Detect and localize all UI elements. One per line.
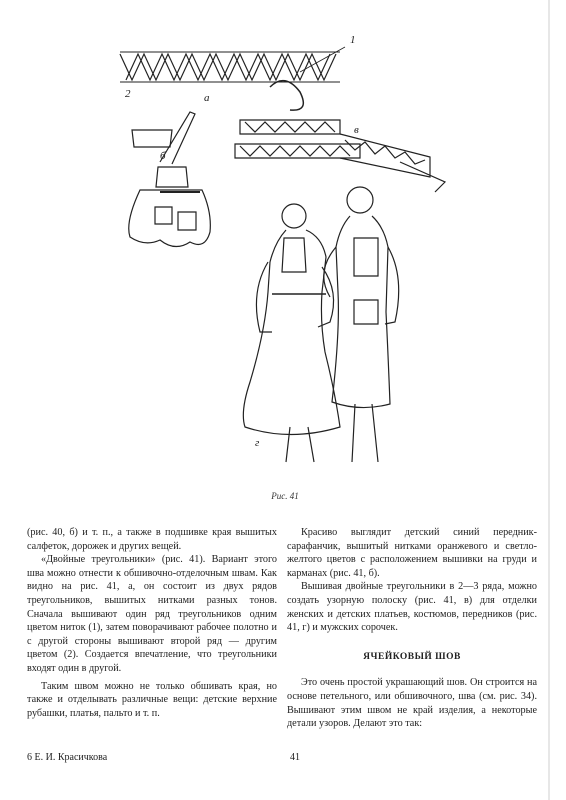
label-a: а (204, 92, 210, 104)
section-heading: ЯЧЕЙКОВЫЙ ШОВ (363, 651, 461, 662)
figure-illustration (100, 32, 460, 502)
footer-signature: 6 Е. И. Красичкова (27, 752, 108, 763)
label-1: 1 (350, 34, 356, 46)
label-v: в (354, 124, 359, 136)
paragraph: Вышивая двойные треугольники в 2—3 ряда, можно создать узорную полоску (рис. 41, в) для отделки женских и детских платьев, костюмов, передников (рис. 41, г) и мужских сорочек. (287, 581, 537, 634)
paragraph: Красиво выглядит детский синий передник-сарафанчик, вышитый нитками оранжевого и светло-желтого цветов с расположением вышивки на груди и карманах (рис. 41, б). (287, 527, 537, 579)
paragraph: Таким швом можно не только обшивать края, но также и отделывать различные вещи: детские верхние рубашки, платья, пальто и т. п. (27, 680, 277, 719)
label-g: г (255, 437, 260, 449)
label-b: б (160, 150, 166, 162)
figure-caption: Рис. 41 (271, 491, 299, 501)
right-column (287, 526, 537, 731)
figure-41 (100, 32, 460, 502)
stitch-band-v (235, 120, 445, 192)
child-apron-b (129, 112, 211, 247)
page-number: 41 (290, 752, 300, 763)
paragraph: «Двойные треугольники» (рис. 41). Вариант этого шва можно отнести к обшивочно-отделочным швам. Как видно на рис. 41, а, он состоит из двух рядов треугольников, вышитых нитками разных тонов. Сначала вышивают один ряд треугольников одним цветом ниток (1), затем поворачивают рабочее полотно и с другой стороны вышивают второй ряд — другим цветом (2). Создается впечатление, что треугольники входят один в другой. (27, 554, 277, 674)
label-2: 2 (125, 88, 131, 100)
paragraph: (рис. 40, б) и т. п., а также в подшивке края вышитых салфеток, дорожек и других вещей. (27, 527, 277, 552)
stitch-band-a (120, 47, 345, 110)
women-aprons-g (243, 187, 398, 462)
left-column (27, 526, 277, 720)
paragraph: Это очень простой украшающий шов. Он строится на основе петельного, или обшивочного, шва (см. рис. 34). Вышивают этим швом не край изделия, а некоторые детали узоров. Делают это так: (287, 677, 537, 730)
